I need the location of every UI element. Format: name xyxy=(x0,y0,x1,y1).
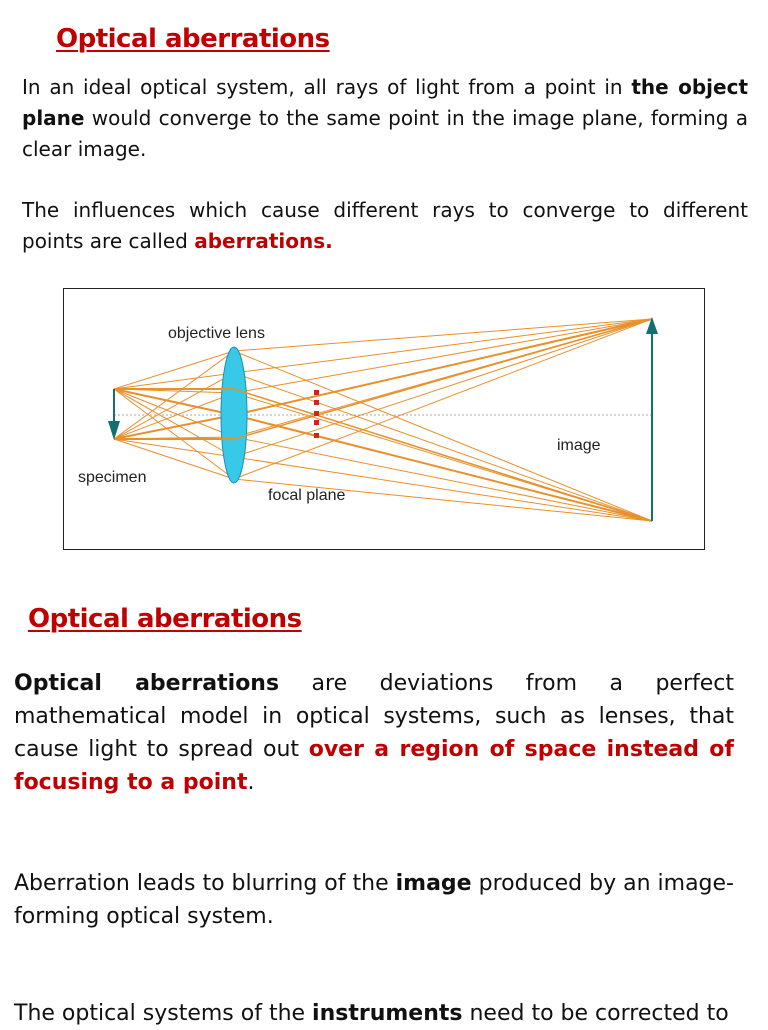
label-objective-lens: objective lens xyxy=(168,325,265,342)
label-focal-plane: focal plane xyxy=(268,487,346,504)
focal-point xyxy=(314,420,319,425)
section-heading-2: Optical aberrations xyxy=(28,604,302,634)
image-arrow xyxy=(646,317,658,521)
light-ray xyxy=(114,439,234,457)
text-run: would converge to the same point in the image plane, forming a clear image. xyxy=(22,106,748,161)
optics-diagram xyxy=(63,288,705,550)
light-ray xyxy=(114,351,234,439)
focal-point xyxy=(314,400,319,405)
text-run: The optical systems of the xyxy=(14,1001,313,1026)
light-ray xyxy=(234,319,652,393)
label-image: image xyxy=(557,437,601,454)
aberration-description-paragraph xyxy=(14,667,734,799)
light-ray xyxy=(114,373,234,389)
light-ray xyxy=(234,319,652,439)
objective-lens-shape xyxy=(221,347,247,483)
light-ray xyxy=(234,415,652,521)
text-run: are deviations from a perfect mathematical model in optical systems, such as lenses, that cause light to spread out xyxy=(14,671,734,762)
optics-diagram-svg xyxy=(64,289,704,549)
text-run: Aberration leads to blurring of the xyxy=(14,871,396,896)
section-heading-1: Optical aberrations xyxy=(56,24,330,54)
blurring-paragraph xyxy=(14,867,734,933)
light-ray xyxy=(234,319,652,415)
text-run: The influences which cause different rays to converge to different points are called xyxy=(22,198,748,253)
light-ray xyxy=(114,389,234,457)
text-run: . xyxy=(247,770,255,795)
intro-paragraph xyxy=(22,72,748,165)
highlight-aberrations: aberrations. xyxy=(194,229,333,253)
bold-term-instruments: instruments xyxy=(312,1001,463,1026)
light-ray xyxy=(114,389,234,437)
highlight-region-of-space: over a region of space instead of focusing to a point xyxy=(14,737,734,795)
light-ray xyxy=(114,415,234,439)
aberration-definition-paragraph xyxy=(22,195,748,257)
text-run: produced by an image-forming optical system. xyxy=(14,871,735,929)
bold-term-object-plane: the object plane xyxy=(22,75,749,130)
focal-point xyxy=(314,411,319,416)
focal-point xyxy=(314,433,319,438)
text-run: In an ideal optical system, all rays of light from a point in xyxy=(22,75,632,99)
bold-term-optical-aberrations: Optical aberrations xyxy=(14,671,280,696)
light-ray xyxy=(114,393,234,439)
instruments-paragraph xyxy=(14,997,734,1030)
bold-term-image: image xyxy=(395,871,472,896)
light-rays xyxy=(114,319,652,521)
focal-point xyxy=(314,390,319,395)
light-rays-front xyxy=(114,319,652,521)
label-specimen: specimen xyxy=(78,469,147,486)
text-run: need to be corrected to xyxy=(462,1001,729,1026)
